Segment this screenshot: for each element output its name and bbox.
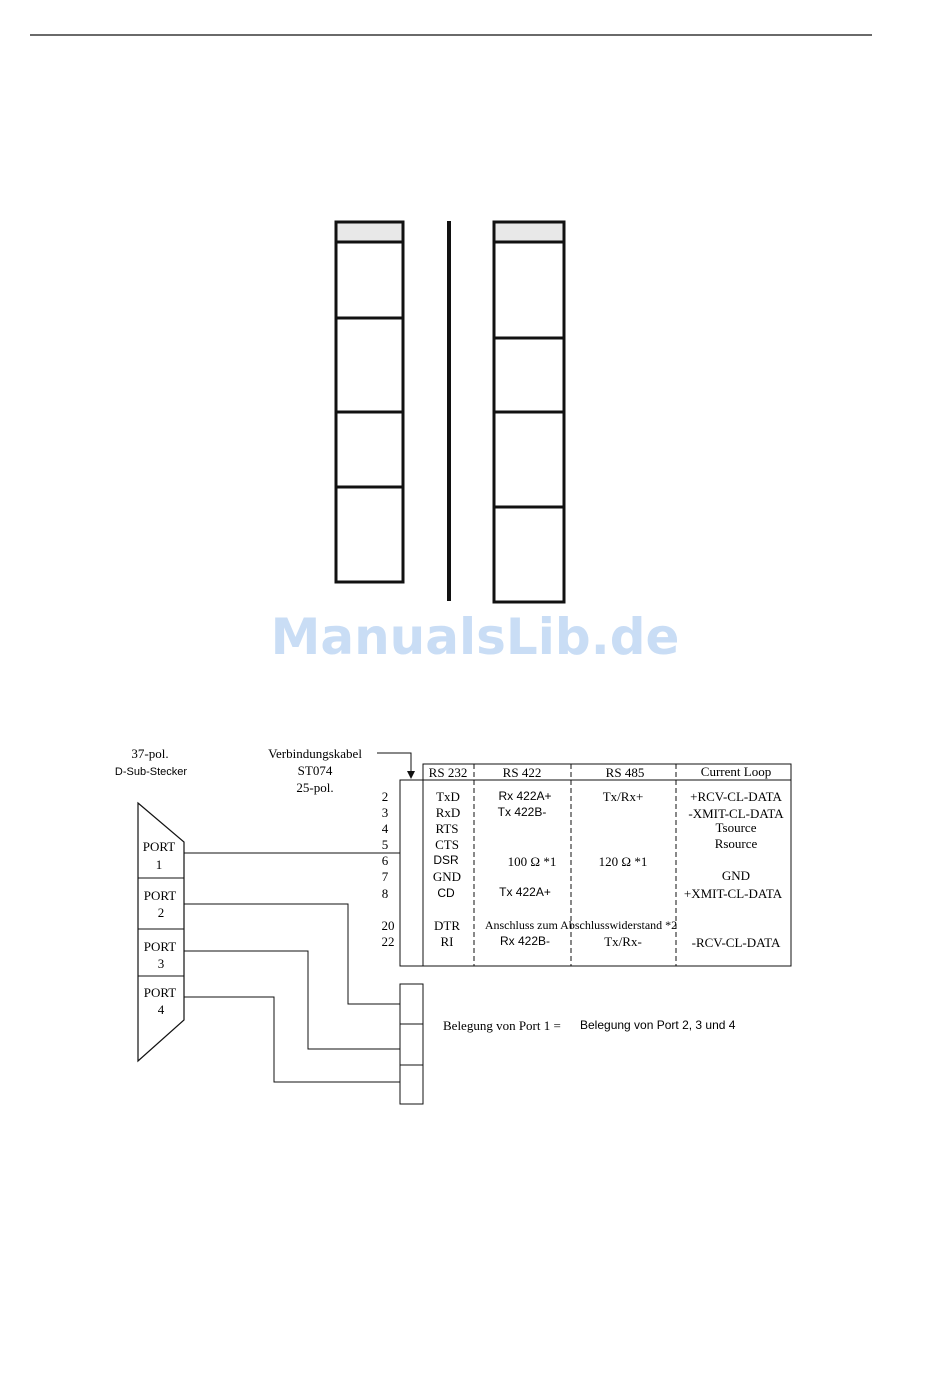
port-label: PORT [142,839,176,854]
pin-number: 7 [381,869,389,884]
assignment-note-rhs: Belegung von Port 2, 3 und 4 [580,1018,736,1032]
left-block [336,222,403,582]
left-block-cell [336,487,403,582]
pin-number: 8 [381,886,389,901]
header-rs232: RS 232 [428,765,468,780]
rs232-signal: RI [440,934,454,949]
plug-block-port-2 [400,984,423,1024]
assignment-note-lhs: Belegung von Port 1 = [443,1018,561,1033]
rs422-signal: Rx 422A+ [498,789,552,803]
pin-number: 4 [381,821,389,836]
current-loop-signal: Rsource [714,836,758,851]
port-label: PORT [143,888,177,903]
current-loop-signal: Tsource [715,820,757,835]
right-block-cell [494,412,564,507]
right-block [494,222,564,602]
port-label: PORT [143,939,177,954]
wire-port-2 [184,904,400,1004]
connector-subtitle: D-Sub-Stecker [114,766,188,778]
plug-block-port-3 [400,1024,423,1065]
rs232-signal: CD [437,886,455,900]
rs422-signal: Tx 422A+ [499,885,551,899]
current-loop-signal: +RCV-CL-DATA [690,789,782,804]
wiring-diagram [115,746,791,1104]
rs485-signal: Tx/Rx- [604,934,642,949]
current-loop-signal: -XMIT-CL-DATA [688,806,784,821]
current-loop-signal: +XMIT-CL-DATA [683,886,783,901]
port-number: 2 [157,905,165,920]
pin-number: 3 [381,805,389,820]
rs232-signal: DSR [433,853,459,867]
current-loop-signal: GND [721,868,751,883]
pin-number: 5 [381,837,389,852]
left-block-cell [336,318,403,412]
left-block-cell [336,412,403,487]
pinout-table [382,764,792,966]
cable-pin-count: 25-pol. [296,780,334,795]
right-block-cell [494,242,564,338]
left-block-cell [336,242,403,318]
pin-number: 6 [381,853,389,868]
port-number: 1 [155,857,163,872]
cable-arrow-head [407,771,415,779]
pin-number: 2 [381,789,389,804]
rs232-signal: RxD [435,805,461,820]
connector-title: 37-pol. [131,746,169,761]
header-rs485: RS 485 [605,765,645,780]
rs232-signal: TxD [436,789,460,804]
upper-block-diagram [336,221,564,602]
wire-port-4 [184,997,400,1082]
pin-number: 22 [381,934,395,949]
plug-column [400,780,423,966]
rs232-signal: RTS [435,821,459,836]
plug-block-port-4 [400,1065,423,1104]
right-block-cell [494,507,564,602]
right-block-cell [494,338,564,412]
port-number: 4 [157,1002,165,1017]
cable-part-number: ST074 [297,763,333,778]
watermark: ManualsLib.de [270,608,680,666]
rs422-signal: Rx 422B- [499,934,551,948]
rs485-signal: Tx/Rx+ [602,789,644,804]
rs232-signal: DTR [434,918,460,933]
rs485-termination: 120 Ω *1 [598,854,648,869]
current-loop-signal: -RCV-CL-DATA [691,935,781,950]
right-block-header [494,222,564,242]
wire-port-3 [184,951,400,1049]
port-number: 3 [157,956,165,971]
cable-label: Verbindungskabel [268,746,362,761]
rs232-signal: GND [432,869,462,884]
rs232-signal: CTS [435,837,459,852]
header-current-loop: Current Loop [700,764,772,779]
left-block-header [336,222,403,242]
header-rs422: RS 422 [502,765,542,780]
rs422-signal: Tx 422B- [497,805,547,819]
port-label: PORT [143,985,177,1000]
pin-number: 20 [381,918,395,933]
termination-note: Anschluss zum Abschlusswiderstand *2 [484,918,678,932]
rs422-termination: 100 Ω *1 [507,854,557,869]
cable-arrow-line [377,753,411,772]
